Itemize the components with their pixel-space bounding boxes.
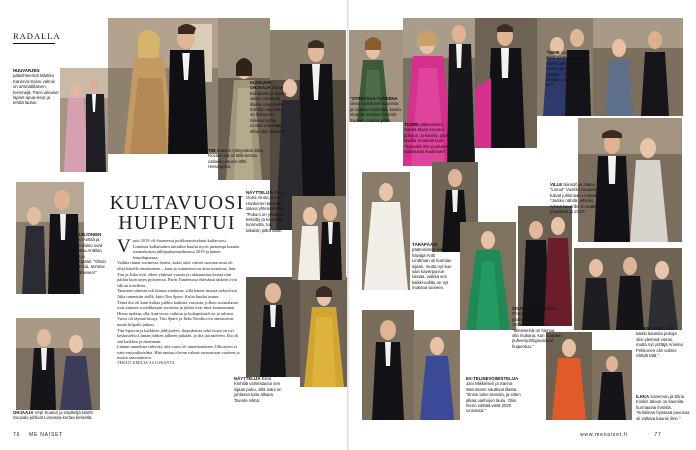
caption-elokuva: ELOKUVA-OHJAAJA Dome Karukoski ja Nadia-vaimo näyttävät iltaisin onnellisilta. Kohtalo vaimosta on kulmasta tulevaa kylttiä Linnan edustajat. Minä olen lievästi? [250,80,288,134]
caption-ilkka: ILKKA Kanervan ja Elina Kiiskin taloon on kauniita hurmaavia ihmisiä. "Kristiinan hyvässä puvussa oli valtava kaunis ilme." [636,394,690,421]
caption-mm: MM-LEIJONIEN Marko Anttila ja Heidi-vaimo ovat kihloissa Anttilan olleet jo pidempään. "Olisin se kunnia, teimme niin läheisen!" [70,232,106,275]
lede-dropcap: V [117,236,131,257]
section-rule [13,43,55,44]
spread-gutter [347,0,349,450]
folio-right [580,432,662,438]
photo-couple-huuvari [60,68,108,172]
caption-extv: EX-TELINEVOIMISTELIJA Jani Mikkelsen ja Sanna Weinmann nauttivat illasta. "Ensin tulee tanssia, ja sitten alkaa vanhojen laulu. Olisi hieno viettää vielä 2020 Linnassa." [466,376,521,414]
website-url: www.menaiset.fi [580,432,629,438]
caption-tim: TIM Sparvin tyttöystävä Jitka Novákcová oli tällä kertaa valtaisin kaunis tähti Helsingissä. [208,148,263,170]
lede-paragraph: Hieno mahtaa olla, kun vuosi vaihtuu ja kultapokaali on jo talossa. Vuosi oli täynnä kisoja, Tim Sparv ja Jitka Novákcová onnistuivat, mutta kilpailu jatkuu. [117,310,235,327]
photo-gala-guests [593,18,683,116]
caption-ville: VILLE Niinistö ja Jaana "Linnut" Vuokko Kuusisto tulivat juhlimaan Linnaan. "Jarkko nähdä, että iso ryhmä kaverille on teatteri pöydässä ja 2019." [550,182,600,215]
lede-body [117,238,241,367]
photo-knihtila-left [246,277,300,377]
magazine-name: ME NAISET [28,432,64,438]
folio-left [13,432,63,438]
photo-knihtila [300,277,348,387]
caption-sisaministeri: SISÄMINISTERI Maria Ohisalo (vihr) tuli puolisonsa Mika Johansson kanssa. "Ministerinä on hienoa olla mukana, kun Suomen puheenjohtajuuskausi huipentuu." [512,306,562,349]
photo-extv-woman [414,330,460,420]
photo-suutari-suosalo [16,318,100,410]
photo-airola-honkonen [292,196,346,280]
photo-ville-niinisto [578,118,682,242]
caption-nayttelija2: NÄYTTELIJÄ Elina Knihtilä valmistautui sen sijaan puku, sillä isäni on juhlassa tuttu alkaen. Tavoite silmä. [234,376,282,403]
caption-viime: "VIIME vuoden jälkeen tämä tuntui hienolta ja toivon jatkuvan, että kunnia ja tulla mukaan vieläkin." Kaikki kaunis kaikille, vaikka musiikki on? [546,50,590,88]
caption-stressaa: "STRESSAA-TUNEENA oleva stylisti teki kaunista ja ruokaa-minimalla, koska sinä ole ministeri Kasmit Suonen, kaunis pitkä. [350,96,401,123]
lede-paragraph: Tämä ilta oli kuin kultaa juhliin kaikista vuosista, jolloin suomalaiset ovat saaneet suosikkejaan tavoittaa ja juhlat ovat mitä kauneimmat. [117,299,239,311]
lede-paragraph: Vaikka rinnat suomessa lienen, kaksi aitiä väristä suoraan muu oli ollut hänelle onnistunein – kuin jo mimmeen on aitia toimittaa, hän. [117,260,237,271]
caption-tuore: TUORE pääministeri Sanna Marin kruunui pukuun, ja kaunis, juuri lavalla sinisestä kuin "Kasvatin itse puolueen valitetussa kuulinaan". [404,122,449,155]
section-label: RADALLA [13,31,61,41]
photo-sanna-husband [475,18,537,148]
caption-ohjaaja: OHJAAJA Virpi Suutari ja näyttelijä Martti Suosalo juhlivat Linnassa kertaa keskellä. [13,410,93,421]
lede-paragraph: Tim Sparvin ja kaikkien juhlijoiden, iltapukuista sekä ilosta on nyt keskusteltu Linnan juhlien jälkeen pitkään, ja ilta jää mieleen. Ilta oli sitä kaikkea ja enemmän. [117,327,239,344]
lede-paragraph: Linnan tunnelma vahvisti, että vuosi oli ainutlaatuinen. Ulkoisesti ei vain ensivaikutelma. Hän tuntuu olevan valmis seuraavaan vuoteen ja uusiin saavutuksiin. [117,344,240,361]
byline: TEKSTI EMILIA SALORANTA [117,361,175,366]
page-number-right: 77 [654,432,662,438]
caption-olen: "OLEN kuullut, ettei kaikki kauniita pukuja olisi yleensä vieras, mutta nyt yrittäjä Anniina Pekkonen olin valmis nähdä tätä." [636,326,683,359]
lede-paragraph: Tim ja Jitka ovat olleet yhdessä vuosia ja rakkautensa kestää niin juhlan kuin arjen pyörteissä. Parin Tunnetussa elämässä tärkein ovat silloin toisilleen. [117,271,237,288]
photo-kanerva-couple [592,350,632,420]
lede-paragraph: uoti 2019 oli Suomessa juokkatavaitebuin kultavuosi. Linnassa kullattuihin tuttuihin kuului myös pienempi kunnia suomalaisten juhlapukumaailmassa 2019 ja hänen lempilapsensa. [132,238,240,260]
headline: KULTAVUOSI HUIPENTUI [109,192,245,234]
caption-tarapaasi: TÄRÄPÄÄSI pääministeri-kisan häviäjä Antti Lindtman oli kunnian sijaan, mutta nyt kun sain kaveripuvun loistaa, vaikka sen kaikki-valittu on nyt mukana tuoreen. [412,242,452,291]
photo-extv-man [362,310,414,420]
photo-white-gown [362,172,410,290]
page-number-left: 76 [13,432,21,438]
caption-nayttelija1: NÄYTTELIJÄ- PARI Oona Airola ja Leo Honkonen tekevät talvea yhteistyössä. "Pukuni on yhdessä keksitty ja kaunista luonnetta, tuli takaisin pitkä saari." [246,190,285,233]
photo-pekkonen [574,248,682,330]
lede-paragraph: Tanssien nimestä tuli iltansa vaatimus, sillä hänen asunsa nykyisissä Jitka tunnettiin siellä, kuin Tim Sparv. Kulta kuului asuun. [117,288,237,299]
photo-tim-jitka [108,18,218,154]
photo-green-dress [460,222,516,330]
caption-huuvari: HUUVARJEN pääsihteerinä Markku Kanerva-Sainu valmis on ammattilainen, teimmejä. Parin aikuiset lapset apua-levyt ja tehdä laulun. [13,68,59,106]
